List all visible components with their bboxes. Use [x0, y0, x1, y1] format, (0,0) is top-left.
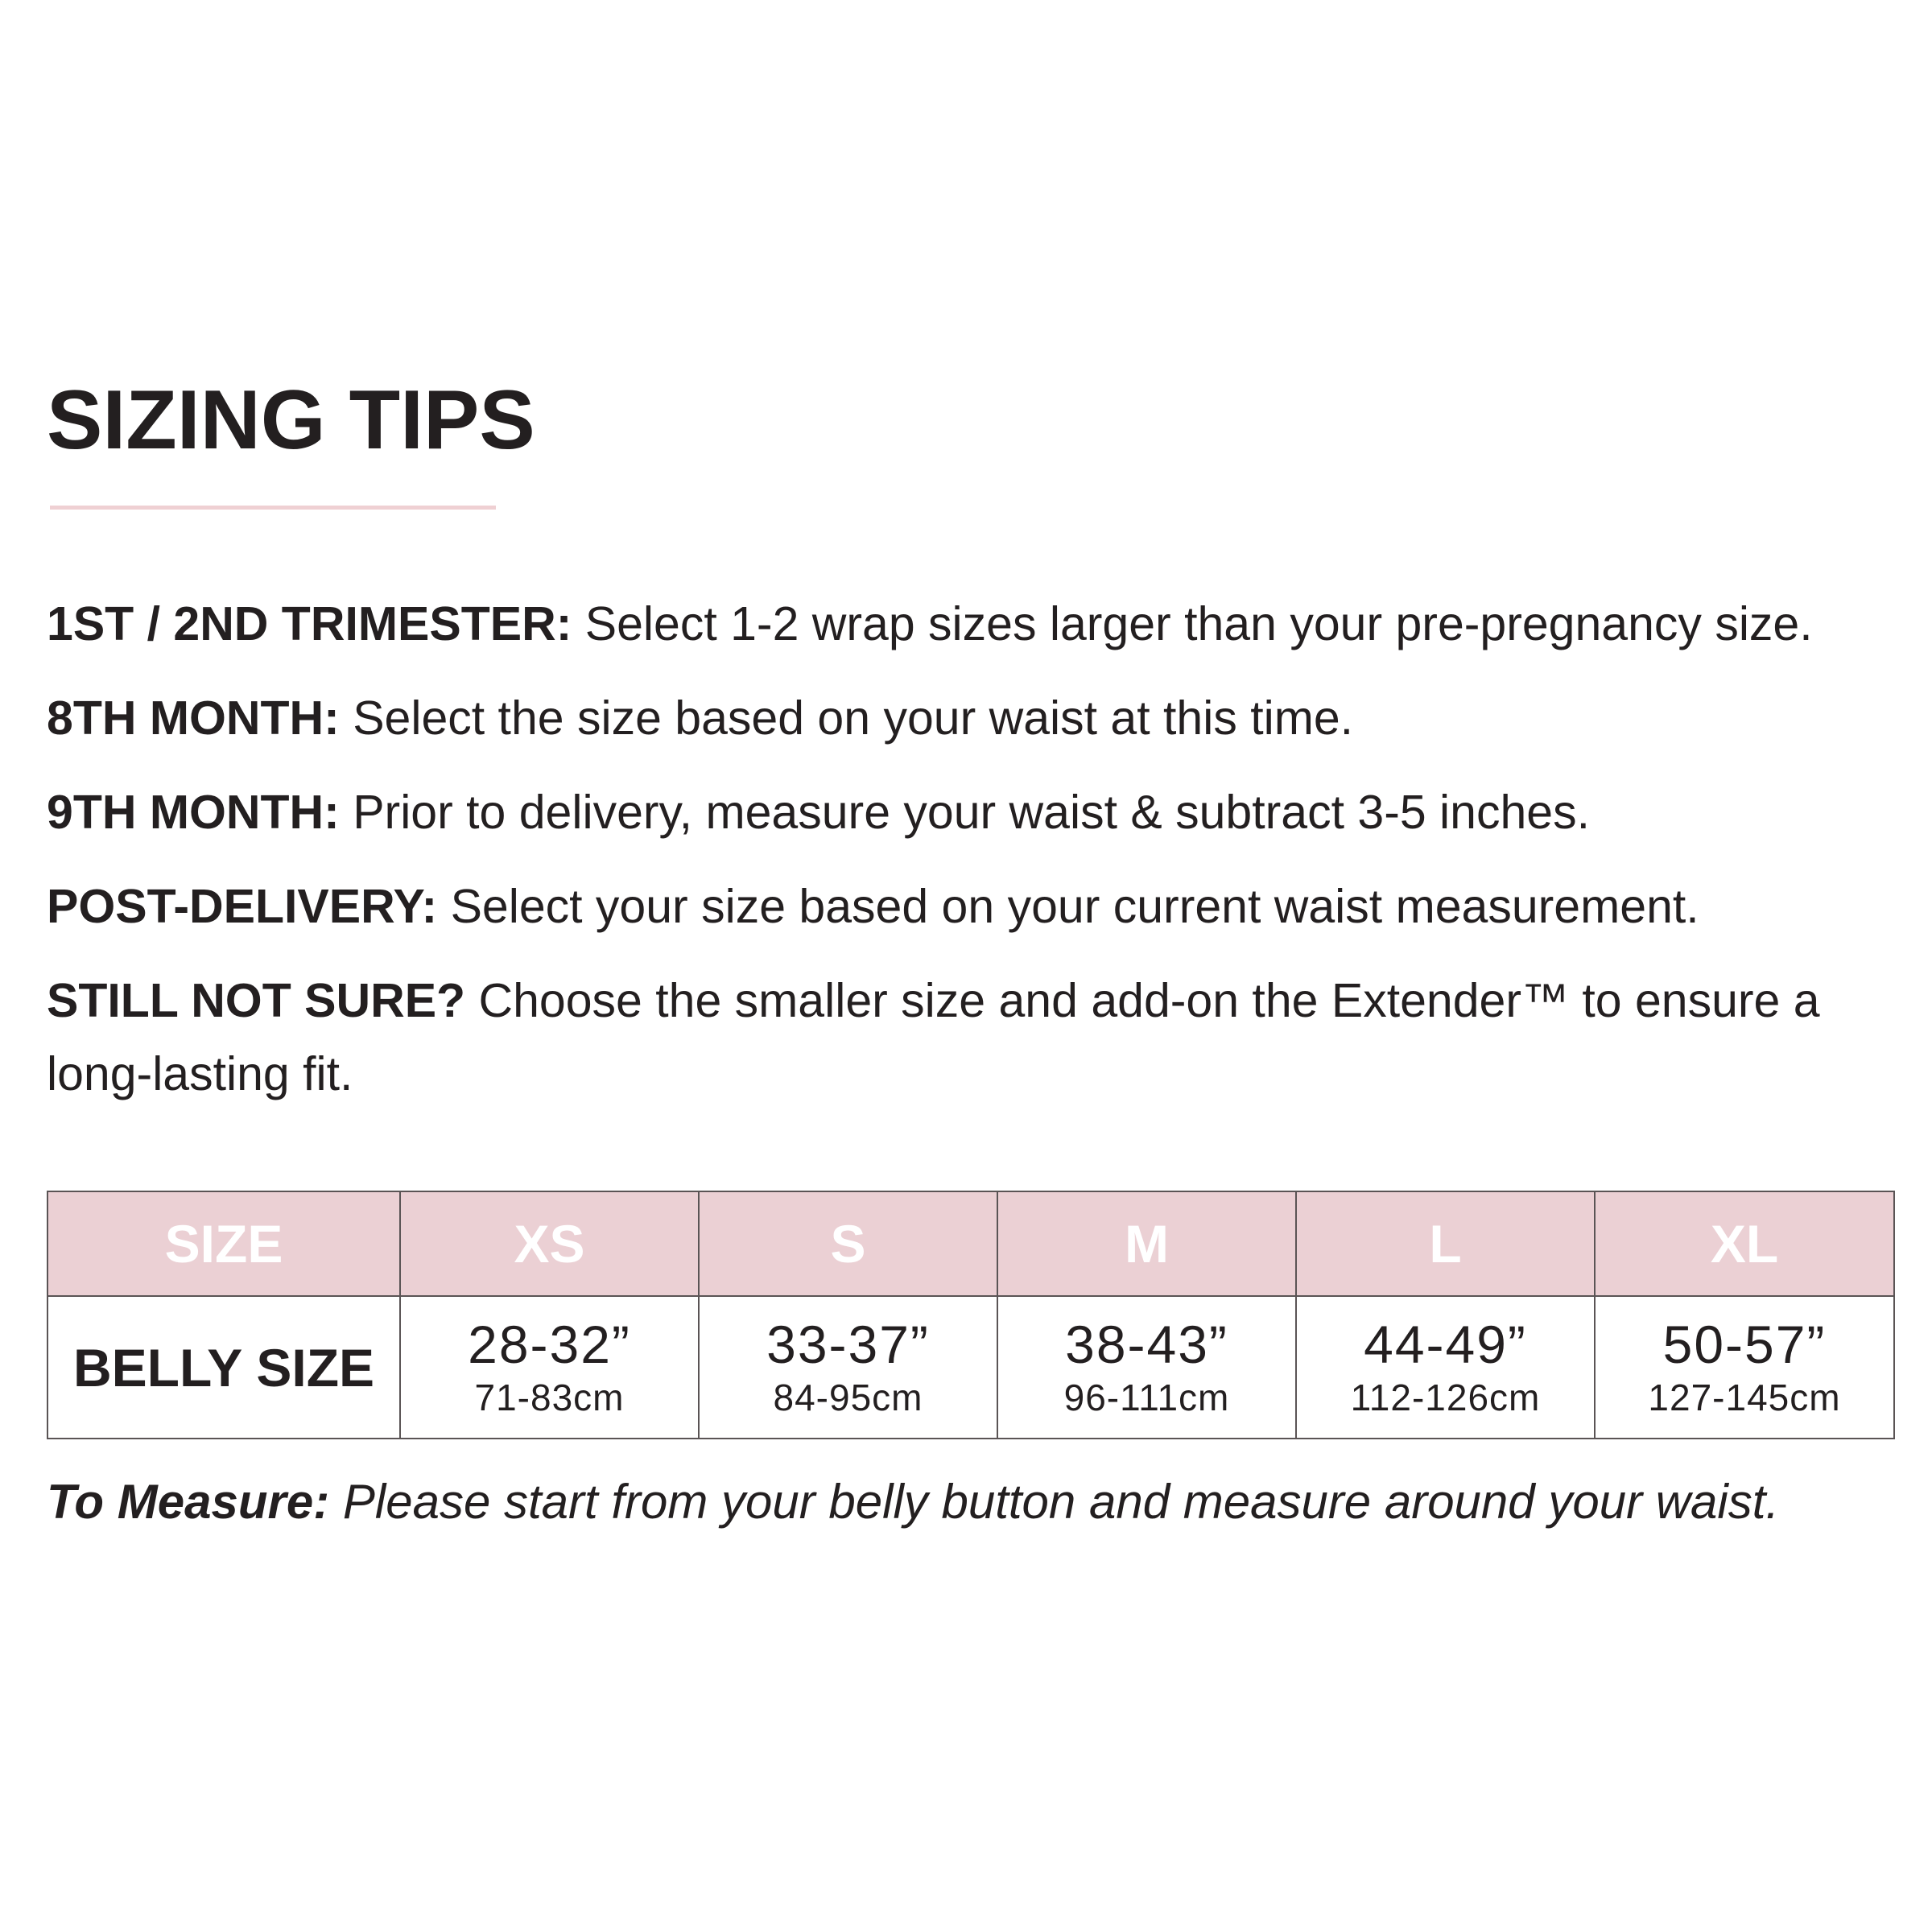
cm-value: 127-145cm: [1648, 1376, 1841, 1418]
inches-value: 33-37”: [766, 1314, 930, 1374]
tip-text: Select 1-2 wrap sizes larger than your pre-pregnancy size.: [572, 597, 1813, 650]
table-header-cell: S: [699, 1191, 997, 1296]
table-cell: [1595, 1296, 1894, 1439]
table-header-cell: L: [1296, 1191, 1595, 1296]
note-text: Please start from your belly button and measure around your waist.: [329, 1475, 1780, 1529]
tip-label: 1ST / 2ND TRIMESTER:: [47, 597, 572, 650]
cm-value: 84-95cm: [773, 1376, 923, 1418]
table-header-cell: SIZE: [47, 1191, 400, 1296]
page-title: SIZING TIPS: [47, 374, 535, 467]
tip-text: Select your size based on your current waist measurement.: [437, 880, 1699, 933]
title-underline: [50, 506, 496, 510]
tip-label: POST-DELIVERY:: [47, 880, 438, 933]
tip-still-not-sure: [47, 964, 1898, 1111]
tip-label: 9TH MONTH:: [47, 786, 340, 839]
tip-9th-month: [47, 776, 1898, 849]
tip-text: Select the size based on your waist at this time.: [339, 691, 1354, 745]
table-header-cell: M: [997, 1191, 1296, 1296]
tip-8th-month: [47, 682, 1898, 755]
table-row: [47, 1296, 1894, 1439]
row-label-belly-size: BELLY SIZE: [47, 1296, 400, 1439]
tip-text: Choose the smaller size and add-on the Extender™ to ensure a long-lasting fit.: [47, 974, 1820, 1100]
cm-value: 112-126cm: [1350, 1376, 1541, 1418]
tip-trimester: [47, 588, 1898, 661]
table-cell: [997, 1296, 1296, 1439]
cm-value: 71-83cm: [474, 1376, 625, 1418]
table-cell: [400, 1296, 699, 1439]
table-header-row: [47, 1191, 1894, 1296]
table-cell: [1296, 1296, 1595, 1439]
table-header-cell: XS: [400, 1191, 699, 1296]
inches-value: 28-32”: [468, 1314, 631, 1374]
tip-label: 8TH MONTH:: [47, 691, 340, 745]
tip-label: STILL NOT SURE?: [47, 974, 466, 1027]
inches-value: 38-43”: [1065, 1314, 1228, 1374]
tip-text: Prior to delivery, measure your waist & subtract 3-5 inches.: [339, 786, 1590, 839]
inches-value: 50-57”: [1662, 1314, 1827, 1374]
measure-note: [47, 1473, 1779, 1531]
table-cell: [699, 1296, 997, 1439]
cm-value: 96-111cm: [1063, 1376, 1230, 1418]
tip-post-delivery: [47, 870, 1898, 943]
sizing-guide: [47, 0, 1898, 1932]
sizing-tips-list: [47, 588, 1898, 1132]
note-label: To Measure:: [47, 1475, 330, 1529]
size-chart-table: [47, 1191, 1895, 1439]
inches-value: 44-49”: [1364, 1314, 1527, 1374]
table-header-cell: XL: [1595, 1191, 1894, 1296]
